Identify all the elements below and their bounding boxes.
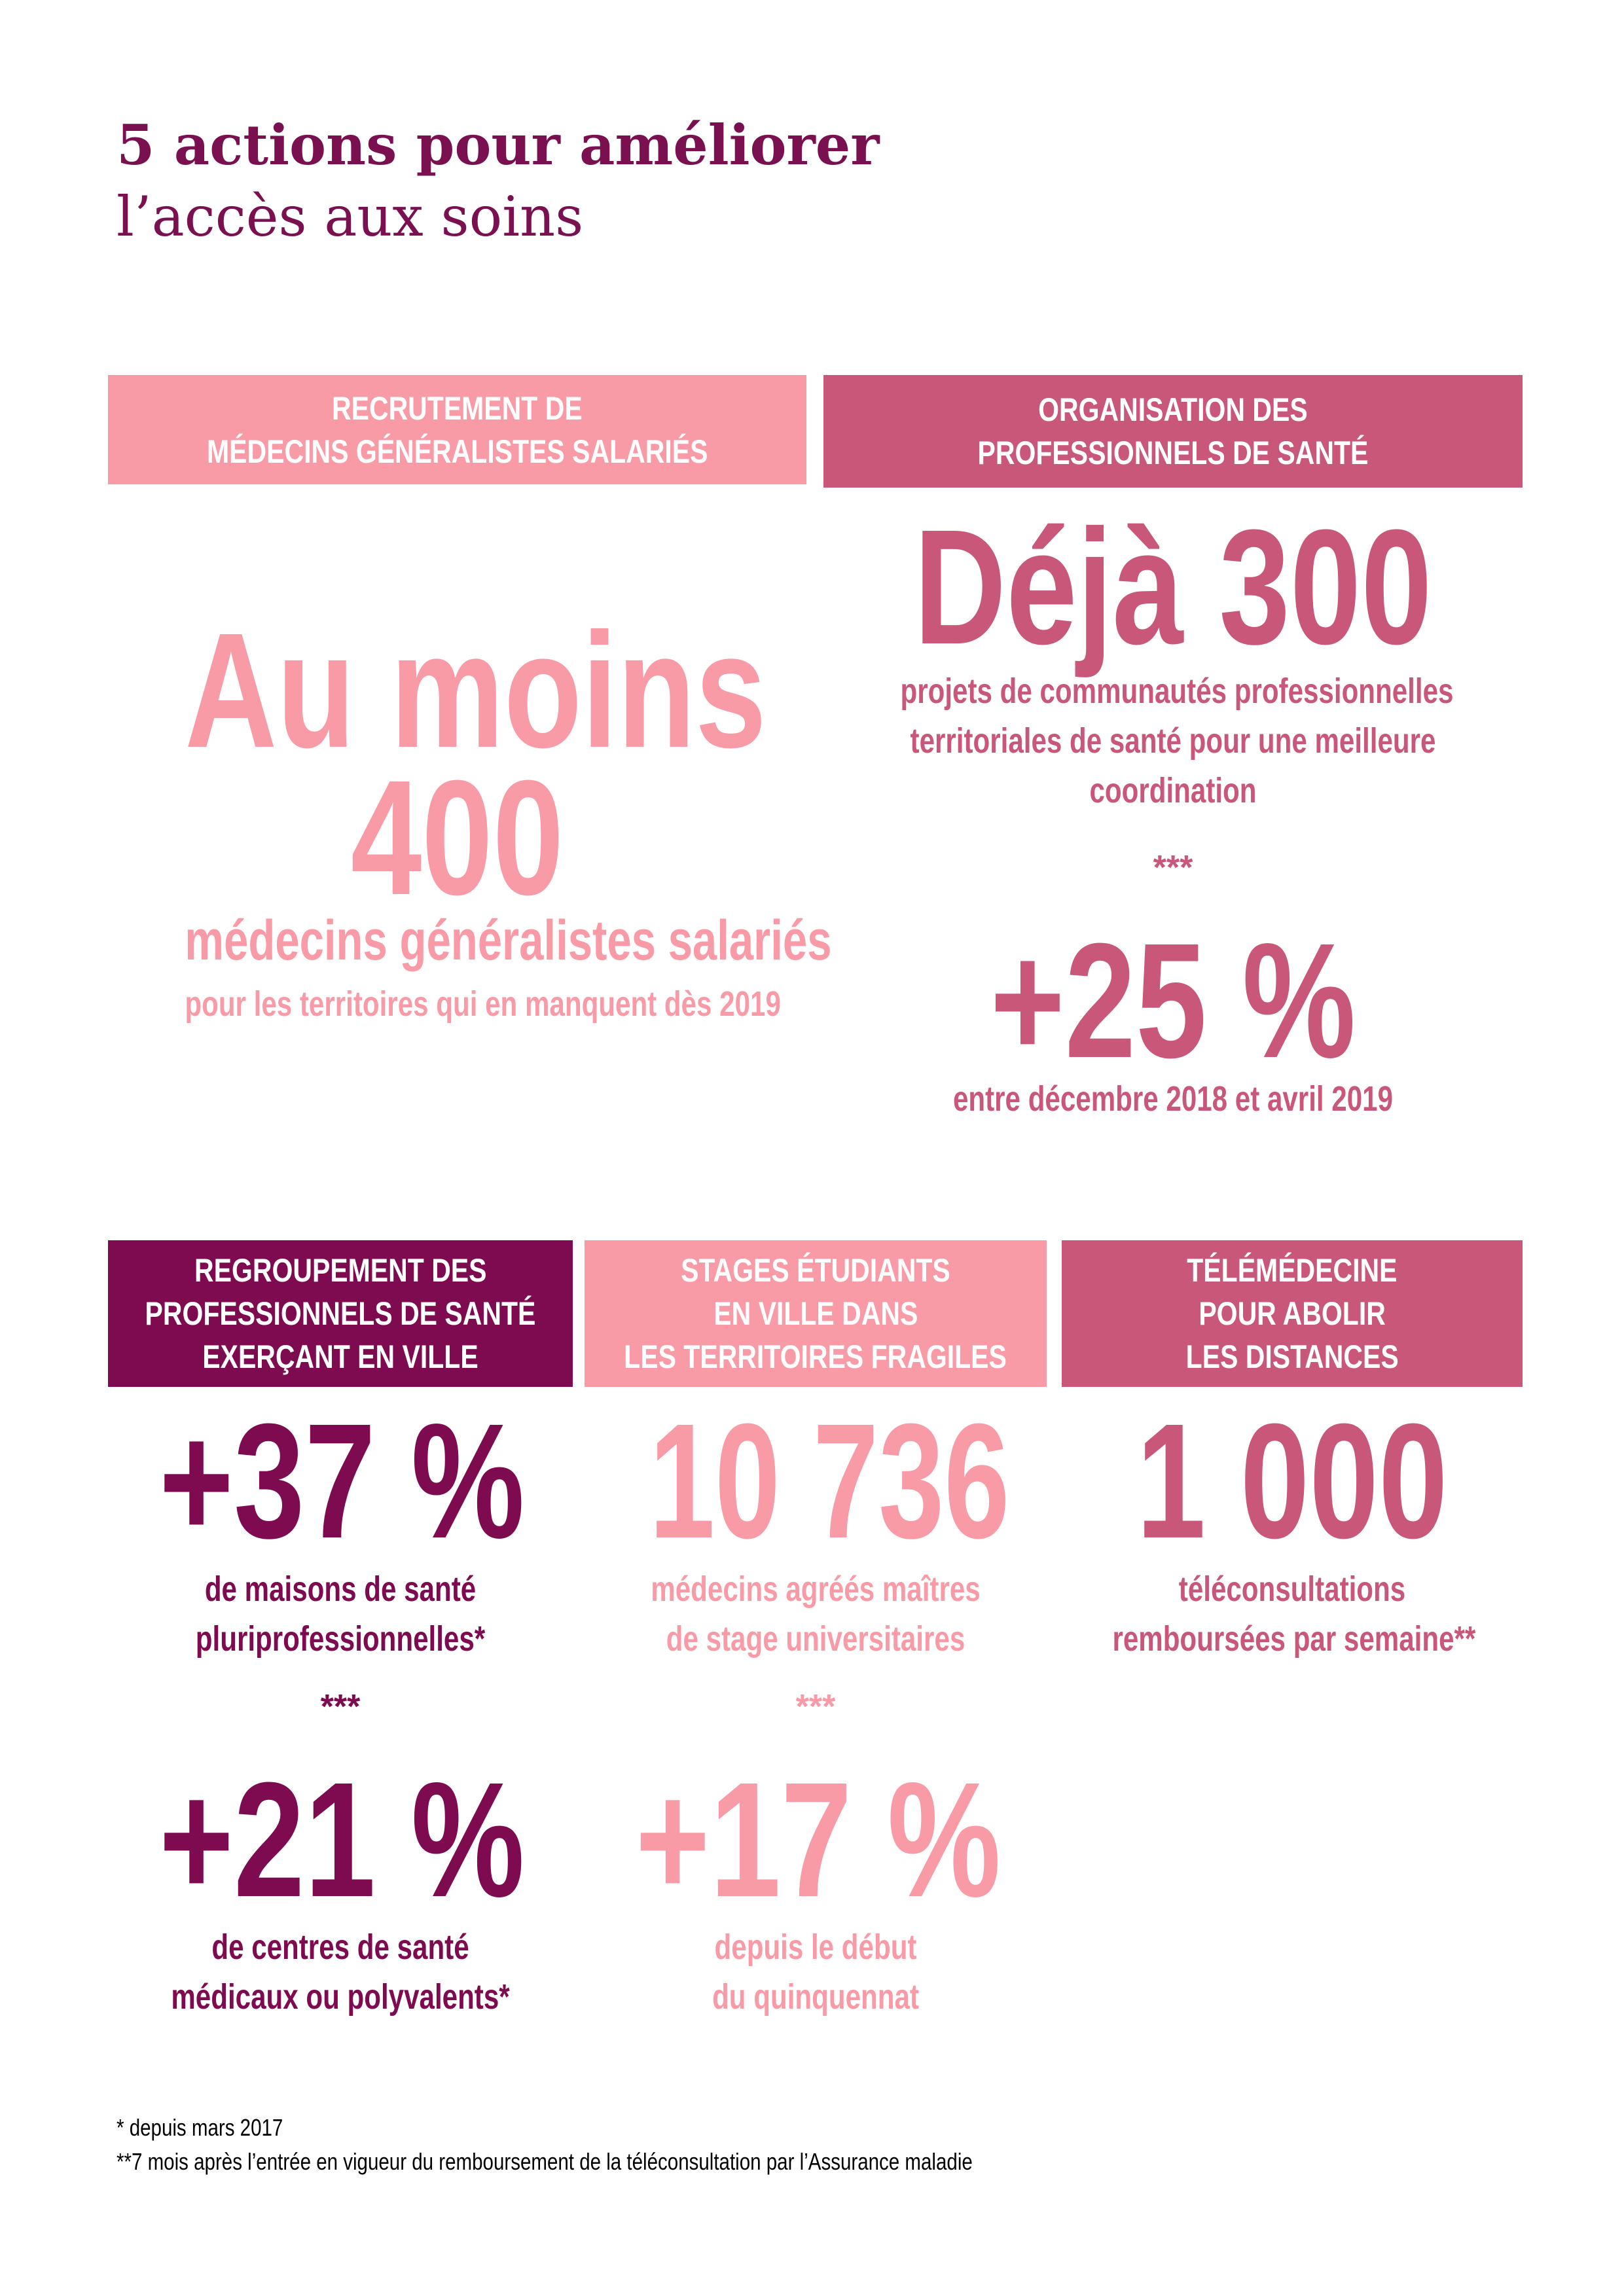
footnote: **7 mois après l’entrée en vigueur du remboursement de la téléconsultation par l’Assurance maladie [117, 2148, 973, 2175]
stages-percent: +17 % [635, 1748, 1001, 1931]
telemedecine-header [1062, 1240, 1523, 1387]
desc-line: de maisons de santé [204, 1570, 477, 1609]
footnote: * depuis mars 2017 [117, 2114, 283, 2141]
regroupement-percent-maisons: +37 % [159, 1390, 525, 1572]
desc-line: de stage universitaires [666, 1619, 965, 1659]
recrutement-big-number: 400 [350, 746, 564, 929]
page-subtitle: l’accès aux soins [117, 185, 584, 249]
header-line: LES DISTANCES [1185, 1338, 1399, 1375]
regroupement-percent-centres: +21 % [159, 1748, 525, 1931]
desc-line: depuis le début [714, 1928, 917, 1967]
organisation-percent: +25 % [990, 909, 1356, 1092]
desc-line: remboursées par semaine** [1112, 1619, 1476, 1659]
page-title: 5 actions pour améliorer [117, 113, 880, 177]
desc-line: médecins agréés maîtres [651, 1570, 981, 1609]
header-line: TÉLÉMÉDECINE [1187, 1252, 1398, 1289]
header-line: ORGANISATION DES [1038, 391, 1308, 428]
header-line: STAGES ÉTUDIANTS [681, 1252, 950, 1289]
header-line: PROFESSIONNELS DE SANTÉ [145, 1295, 536, 1332]
desc-line: de centres de santé [211, 1928, 469, 1967]
desc-line: pluriprofessionnelles* [195, 1619, 486, 1659]
header-line: EN VILLE DANS [713, 1295, 918, 1332]
telemedecine-big-number: 1 000 [1136, 1390, 1448, 1572]
desc-line: du quinquennat [712, 1977, 919, 2017]
header-line: POUR ABOLIR [1199, 1295, 1386, 1332]
header-line: REGROUPEMENT DES [194, 1252, 487, 1289]
organisation-header [823, 375, 1523, 488]
regroupement-header [108, 1240, 573, 1387]
stages-header [585, 1240, 1047, 1387]
recrutement-subtitle: médecins généralistes salariés [185, 909, 832, 972]
recrutement-header [108, 375, 806, 484]
regroupement-description-maisons [159, 1564, 522, 1664]
separator: *** [1153, 849, 1193, 887]
separator: *** [795, 1688, 836, 1726]
stages-big-number: 10 736 [649, 1390, 1010, 1572]
desc-line: coordination [1089, 771, 1257, 810]
stages-period [636, 1922, 996, 2022]
separator: *** [320, 1688, 361, 1726]
desc-line: projets de communautés professionnelles [900, 672, 1454, 711]
desc-line: territoriales de santé pour une meilleure [910, 721, 1436, 761]
recrutement-detail: pour les territoires qui en manquent dès 2019 [185, 984, 781, 1024]
telemedecine-description [1112, 1564, 1476, 1664]
organisation-big-number: Déjà 300 [914, 495, 1432, 678]
organisation-period: entre décembre 2018 et avril 2019 [952, 1079, 1394, 1119]
header-line: LES TERRITOIRES FRAGILES [624, 1338, 1007, 1375]
regroupement-description-centres [159, 1922, 522, 2022]
desc-line: téléconsultations [1178, 1570, 1406, 1609]
organisation-description [900, 666, 1454, 816]
header-line: MÉDECINS GÉNÉRALISTES SALARIÉS [206, 433, 708, 470]
stages-description [636, 1564, 996, 1664]
recrutement-big-label: Au moins [185, 599, 767, 781]
header-line: PROFESSIONNELS DE SANTÉ [977, 435, 1369, 471]
header-line: RECRUTEMENT DE [332, 389, 583, 427]
header-line: EXERÇANT EN VILLE [202, 1338, 478, 1375]
desc-line: médicaux ou polyvalents* [171, 1977, 510, 2017]
